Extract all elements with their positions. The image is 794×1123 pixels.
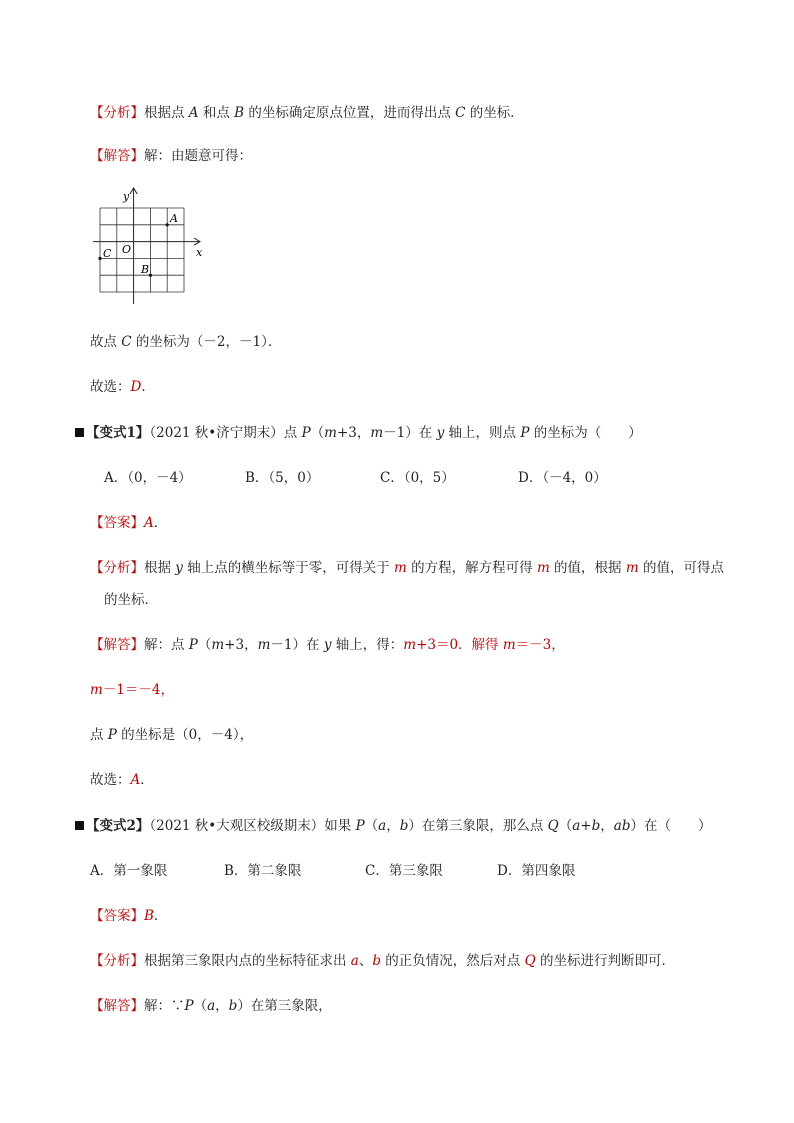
origin-label: O: [122, 243, 132, 256]
square-bullet-icon: [75, 821, 84, 830]
point-c-label: C: [103, 247, 112, 260]
variant-2-title: 【变式2】: [86, 818, 150, 834]
variant-1-step-2: m－1＝－4，: [90, 682, 174, 698]
solution-tag: 【解答】: [90, 148, 144, 164]
point-b: [149, 274, 152, 277]
variant-1-question: 【变式1】（2021 秋•济宁期末）点 P（m+3，m－1）在 y 轴上，则点 P 的坐标为（ ）: [75, 424, 642, 442]
coordinate-grid-figure: [88, 186, 213, 306]
option-c: C．第三象限: [365, 863, 443, 879]
analysis-tag: 【分析】: [90, 105, 144, 121]
variant-2-answer: 【答案】B．: [90, 908, 168, 924]
option-a: A．第一象限: [90, 863, 168, 879]
option-c: C．（0，5）: [380, 470, 455, 486]
option-b: B．（5，0）: [245, 470, 320, 486]
variant-1-choice: 故选：A．: [90, 772, 154, 788]
variant-1-analysis: 【分析】根据 y 轴上点的横坐标等于零，可得关于 m 的方程，解方程可得 m 的值，根据 m 的值，可得点: [90, 560, 724, 576]
x-axis-label: x: [196, 246, 203, 259]
option-a: A．（0，－4）: [104, 470, 192, 486]
variant-1-step-3: 点 P 的坐标是（0，－4），: [90, 727, 254, 743]
point-c: [98, 257, 101, 260]
variant-1-analysis-cont: 的坐标．: [104, 592, 158, 608]
solution-line: 【解答】解：由题意可得：: [90, 148, 252, 164]
variant-1-solution: 【解答】解：点 P（m+3，m－1）在 y 轴上，得：m+3＝0．解得 m＝－3，: [90, 637, 565, 653]
option-b: B．第二象限: [224, 863, 302, 879]
y-axis-label: y: [123, 190, 130, 203]
variant-2-solution: 【解答】解：∵P（a，b）在第三象限，: [90, 998, 332, 1014]
option-d: D．（－4，0）: [518, 470, 607, 486]
conclusion-line: 故点 C 的坐标为（－2，－1）．: [90, 334, 282, 350]
point-a: [166, 223, 169, 226]
square-bullet-icon: [75, 428, 84, 437]
choice-line: 故选：D．: [90, 379, 155, 395]
point-b-label: B: [141, 263, 150, 276]
analysis-line: 【分析】根据点 A 和点 B 的坐标确定原点位置，进而得出点 C 的坐标．: [90, 105, 524, 121]
option-d: D．第四象限: [497, 863, 576, 879]
variant-1-title: 【变式1】: [86, 425, 150, 441]
point-a-label: A: [170, 212, 178, 225]
variant-1-answer: 【答案】A．: [90, 515, 168, 531]
variant-2-question: 【变式2】（2021 秋•大观区校级期末）如果 P（a，b）在第三象限，那么点 Q（a+b，ab）在（ ）: [75, 817, 711, 835]
variant-2-analysis: 【分析】根据第三象限内点的坐标特征求出 a、b 的正负情况，然后对点 Q 的坐标进行判断即可．: [90, 953, 675, 969]
